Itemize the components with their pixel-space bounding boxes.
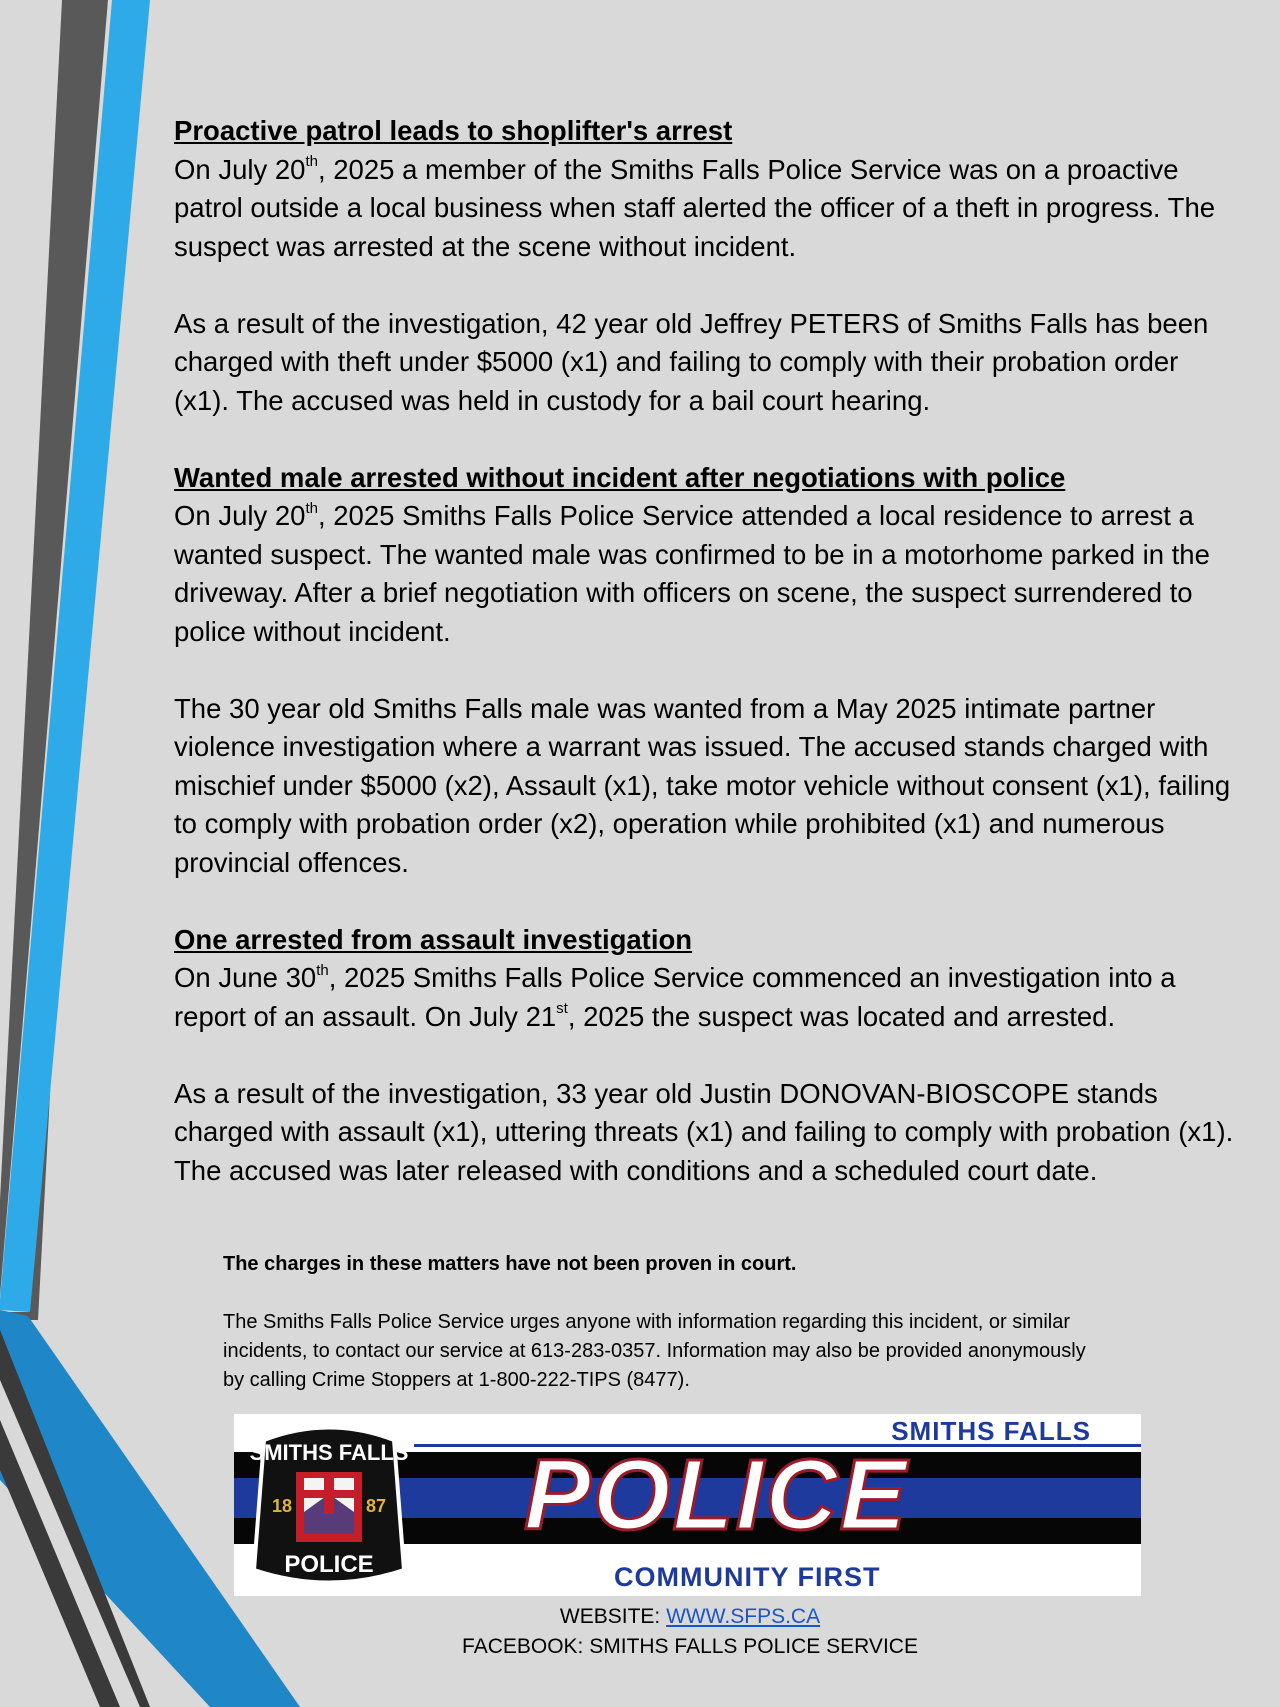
article-paragraph: On June 30th, 2025 Smiths Falls Police Service commenced an investigation into a report of an assault. On July 21st, 2025 the suspect was located and arrested.: [174, 961, 1176, 1032]
contact-notice: The Smiths Falls Police Service urges anyone with information regarding this incident, or similar incidents, to contact our service at 613-283-0357. Information may also be provided anonymously by calling Crime Stoppers at 1-800-222-TIPS (8477).: [223, 1311, 1086, 1391]
website-link[interactable]: WWW.SFPS.CA: [666, 1605, 821, 1628]
article-2: [174, 459, 1234, 883]
police-badge-icon: [244, 1420, 414, 1590]
article-heading: Wanted male arrested without incident after negotiations with police: [174, 461, 1066, 493]
banner-community-first: COMMUNITY FIRST: [614, 1562, 881, 1592]
article-heading: One arrested from assault investigation: [174, 923, 693, 955]
badge-top-text: SMITHS FALLS: [249, 1440, 409, 1465]
facebook-line: FACEBOOK: SMITHS FALLS POLICE SERVICE: [462, 1635, 918, 1658]
article-1: [174, 112, 1234, 420]
badge-bottom-text: POLICE: [284, 1551, 374, 1578]
articles-section: [174, 112, 1234, 1190]
website-label: WEBSITE:: [559, 1605, 667, 1628]
badge-year-left: 18: [271, 1496, 293, 1516]
badge-year-right: 87: [365, 1496, 387, 1516]
banner-police-text: POLICE: [524, 1439, 909, 1551]
police-banner: [234, 1414, 1141, 1596]
article-paragraph: As a result of the investigation, 33 year old Justin DONOVAN-BIOSCOPE stands charged with assault (x1), uttering threats (x1) and failing to comply with probation (x1). The accused was later released with conditions and a scheduled court date.: [174, 1077, 1234, 1186]
not-proven-notice: The charges in these matters have not been proven in court.: [223, 1253, 797, 1275]
article-paragraph: On July 20th, 2025 a member of the Smiths Falls Police Service was on a proactive patrol outside a local business when staff alerted the officer of a theft in progress. The suspect was arrested at the scene without incident.: [174, 153, 1216, 262]
article-3: [174, 921, 1234, 1191]
article-paragraph: The 30 year old Smiths Falls male was wanted from a May 2025 intimate partner violence investigation where a warrant was issued. The accused stands charged with mischief under $5000 (x2), Assault (x1), take motor vehicle without consent (x1), failing to comply with probation order (x2), operation while prohibited (x1) and numerous provincial offences.: [174, 692, 1231, 878]
article-heading: Proactive patrol leads to shoplifter's arrest: [174, 115, 733, 146]
legal-notice: [223, 1250, 1103, 1395]
banner-top-text: SMITHS FALLS: [891, 1416, 1091, 1446]
website-line: [0, 1602, 1280, 1631]
article-paragraph: On July 20th, 2025 Smiths Falls Police Service attended a local residence to arrest a wanted suspect. The wanted male was confirmed to be in a motorhome parked in the driveway. After a brief negotiation with officers on scene, the suspect surrendered to police without incident.: [174, 499, 1210, 647]
article-paragraph: As a result of the investigation, 42 year old Jeffrey PETERS of Smiths Falls has been charged with theft under $5000 (x1) and failing to comply with their probation order (x1). The accused was held in custody for a bail court hearing.: [174, 307, 1209, 416]
